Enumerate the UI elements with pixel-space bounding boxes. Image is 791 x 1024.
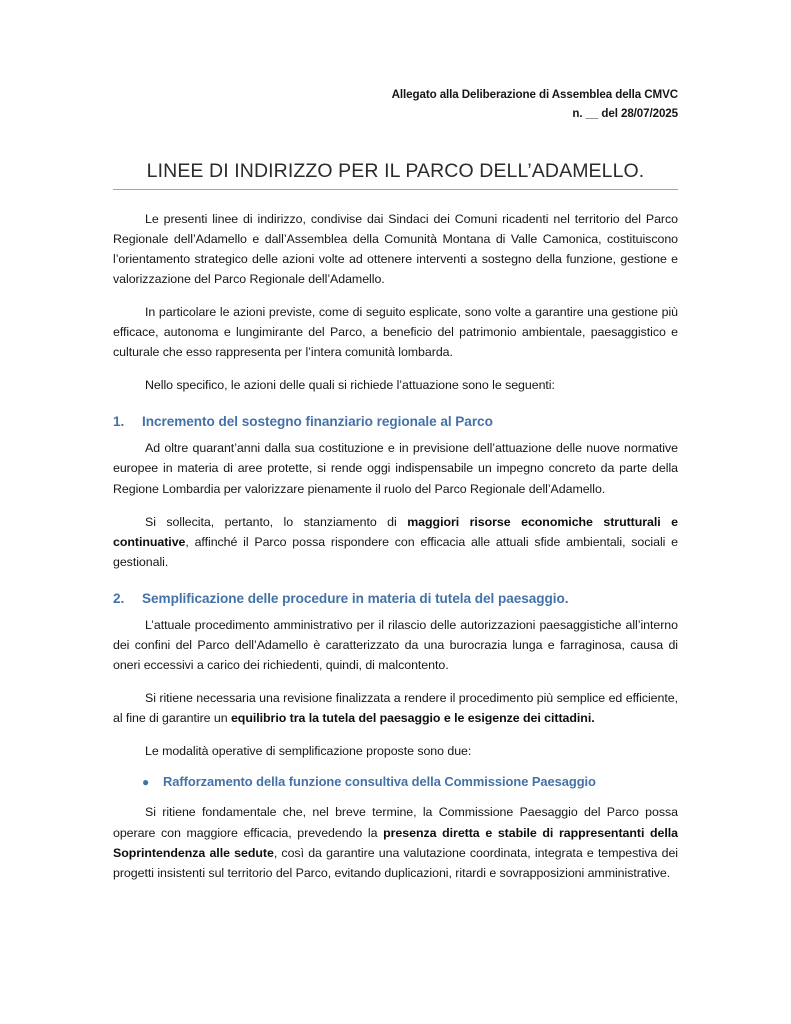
spacer (113, 728, 678, 741)
paragraph-s2-3: Le modalità operative di semplificazione proposte sono due: (145, 744, 472, 759)
header-line-2: n. __ del 28/07/2025 (572, 106, 678, 120)
list-item-label: Rafforzamento della funzione consultiva della Commissione Paesaggio (163, 774, 596, 790)
document-header (113, 0, 678, 124)
spacer (113, 289, 678, 302)
spacer (113, 606, 678, 615)
page-title: LINEE DI INDIRIZZO PER IL PARCO DELL’ADAMELLO. (146, 159, 645, 182)
s2-text-a: Si ritiene necessaria una revisione finalizzata a rendere il procedimento più semplice ed efficiente, al fine di garantire un (113, 691, 678, 726)
document-title-block (113, 160, 678, 190)
paragraph-s1-1: Ad oltre quarant’anni dalla sua costituzione e in previsione dell’attuazione delle nuove normative europee in materia di aree protette, si rende oggi indispensabile un impegno concreto da parte della Regione Lombardia per valorizzare pienamente il ruolo del Parco Regionale dell’Adamello. (113, 441, 678, 496)
paragraph-intro-2: In particolare le azioni previste, come di seguito esplicate, sono volte a garantire una gestione più efficace, autonoma e lungimirante del Parco, a beneficio del patrimonio ambientale, paesaggistico e culturale che esso rappresenta per l’intera comunità lombarda. (113, 304, 678, 360)
s1-bold: maggiori risorse economiche strutturali e continuative (113, 514, 678, 549)
paragraph-s2-4 (113, 802, 678, 882)
spacer (113, 572, 678, 591)
section-heading-2 (113, 591, 678, 606)
section-number-1: 1. (113, 414, 125, 430)
paragraph-s1-2 (113, 512, 678, 572)
s2b-text-b: , così da garantire una valutazione coordinata, integrata e tempestiva dei progetti insistenti sul territorio del Parco, evitando duplicazioni, ritardi e sovrapposizioni amministrative. (113, 845, 678, 880)
section-number-2: 2. (113, 590, 125, 606)
spacer (113, 675, 678, 688)
spacer (113, 499, 678, 512)
s2b-text-a: Si ritiene fondamentale che, nel breve termine, la Commissione Paesaggio del Parco possa operare con maggiore efficacia, prevedendo la (113, 805, 678, 840)
paragraph-intro-3: Nello specifico, le azioni delle quali si richiede l’attuazione sono le seguenti: (145, 378, 555, 393)
spacer (113, 789, 678, 802)
section-title-2: Semplificazione delle procedure in materia di tutela del paesaggio. (142, 590, 569, 606)
list-item-rafforzamento (113, 774, 678, 789)
paragraph-intro-1: Le presenti linee di indirizzo, condivise dai Sindaci dei Comuni ricadenti nel territorio del Parco Regionale dell’Adamello e dall’Assemblea della Comunità Montana di Valle Camonica, costituiscono l’orientamento strategico delle azioni volte ad ottenere interventi a sostegno della funzione, gestione e valorizzazione del Parco Regionale dell’Adamello. (113, 211, 678, 286)
paragraph-s2-1: L’attuale procedimento amministrativo per il rilascio delle autorizzazioni paesaggistiche all’interno dei confini del Parco dell’Adamello è caratterizzato da una burocrazia lunga e farraginosa, causa di oneri eccessivi a carico dei richiedenti, quindi, di malcontento. (113, 617, 678, 673)
spacer (113, 761, 678, 774)
spacer (113, 362, 678, 375)
s1-text-b: , affinché il Parco possa rispondere con efficacia alle attuali sfide ambientali, sociali e gestionali. (113, 534, 678, 569)
spacer (113, 395, 678, 414)
spacer (113, 190, 678, 209)
document-content (113, 0, 678, 883)
section-heading-1 (113, 414, 678, 429)
header-line-1: Allegato alla Deliberazione di Assemblea della CMVC (391, 88, 678, 101)
bullet-dot-icon: ● (142, 775, 150, 790)
spacer (113, 429, 678, 438)
s2-bold: equilibrio tra la tutela del paesaggio e le esigenze dei cittadini. (230, 711, 595, 726)
section-title-1: Incremento del sostegno finanziario regionale al Parco (142, 414, 493, 430)
s2b-bold: presenza diretta e stabile di rappresentanti della Soprintendenza alle sedute (113, 825, 679, 860)
s1-text-a: Si sollecita, pertanto, lo stanziamento di (145, 514, 408, 529)
paragraph-s2-2 (113, 688, 678, 728)
